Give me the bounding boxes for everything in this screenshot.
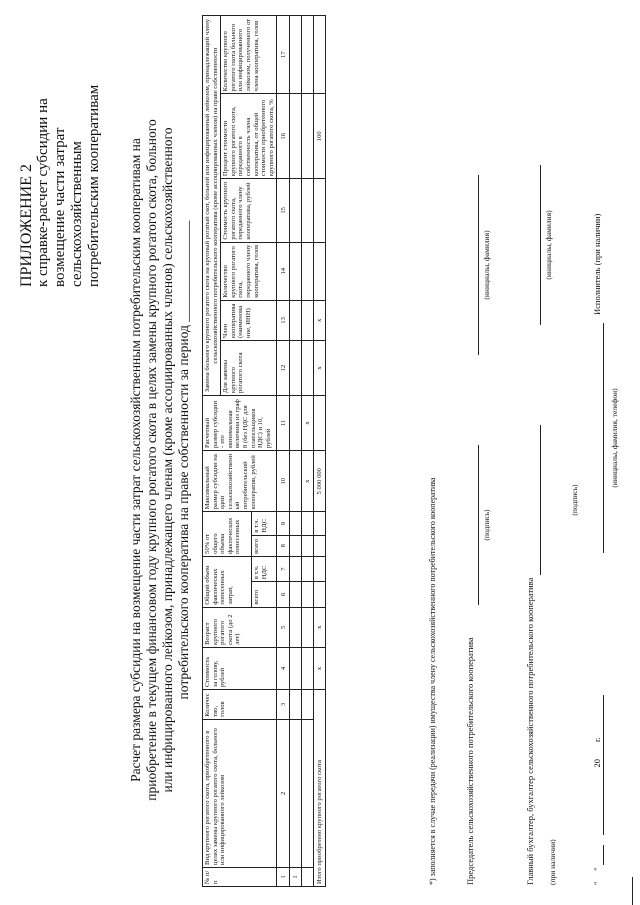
total-max-subsidy: 5 000 000 xyxy=(314,451,326,512)
date-line: " " 20 г. xyxy=(592,737,602,885)
col-number: 14 xyxy=(277,242,290,300)
calculation-table xyxy=(202,15,326,887)
header-max-subsidy: Максимальный размер субсидии на одни сельскохозяйственный потребительский кооператив, рублей xyxy=(203,451,277,512)
col-number: 17 xyxy=(277,16,290,94)
cell-x: x xyxy=(302,396,314,451)
cell-x: x xyxy=(302,451,314,512)
header-age: Возраст крупного рогатого скота (до 2 лет) xyxy=(203,607,277,647)
header-total-costs: Общий объем фактических понесенных затрат, xyxy=(203,556,252,607)
header-total-vat: в т.ч. НДС xyxy=(252,556,277,581)
header-num: № п/п xyxy=(203,867,277,886)
total-age: x xyxy=(314,607,326,647)
chair-name-line xyxy=(478,175,479,355)
header-half-all: всего xyxy=(252,535,277,556)
document-title: Расчет размера субсидии на возмещение части затрат сельскохозяйственным потребительским кооперативам на приобретение в текущем финансовом году крупного рогатого скота в целях замены крупного рогатого скота, больного или инфицированного лейкозом, принадлежащего членам (кроме ассоциированных членов) сельскохозяйственного потребительского кооператива на праве собственности за период _______________ xyxy=(128,119,191,801)
corner-mark xyxy=(632,877,633,905)
col-number: 15 xyxy=(277,179,290,242)
total-row xyxy=(314,16,326,887)
accountant-label: Главный бухгалтер, бухгалтер сельскохозяйственного потребительского кооператива xyxy=(525,577,535,885)
col-number: 5 xyxy=(277,607,290,647)
appendix-heading: ПРИЛОЖЕНИЕ 2 xyxy=(18,163,35,287)
col-number: 9 xyxy=(277,512,290,535)
col-number: 1 xyxy=(277,867,290,886)
accountant-name-line xyxy=(540,165,541,325)
total-price: x xyxy=(314,647,326,689)
appendix-block xyxy=(18,47,103,287)
col-number: 8 xyxy=(277,535,290,556)
chair-label: Председатель сельскохозяйственного потребительского кооператива xyxy=(465,637,475,885)
header-qty: Количество, голов xyxy=(203,690,277,720)
col-number: 13 xyxy=(277,300,290,340)
table-row xyxy=(302,16,314,887)
chair-name-caption: (инициалы, фамилия) xyxy=(482,230,491,300)
col-number: 10 xyxy=(277,451,290,512)
total-member: x xyxy=(314,300,326,340)
header-percent: Процент стоимости крупного рогатого скота, переданного в собственность члена кооператива, от общей стоимости приобретенного крупного рогатого скота, % xyxy=(221,94,277,179)
header-half-vat: в т.ч. НДС xyxy=(252,512,277,535)
col-number: 11 xyxy=(277,396,290,451)
header-received-qty: Количество крупного рогатого скота больного или инфицированного лейкозом, полученного от члена кооператива, голов xyxy=(221,16,277,94)
accountant-sign-line xyxy=(540,425,541,575)
col-number: 16 xyxy=(277,94,290,179)
header-member: Член кооператива (наименование, ИНН) xyxy=(221,300,277,340)
footnote: *) заполняется в случае передачи (реализации) имущества члену сельскохозяйственного потребительского кооператива xyxy=(428,477,437,885)
date-month-line xyxy=(603,695,604,835)
col-number: 7 xyxy=(277,556,290,581)
appendix-text: к справке-расчет субсидии на возмещение части затрат сельскохозяйственным потребительским кооперативам xyxy=(35,84,102,287)
accountant-if-any: (при наличии) xyxy=(548,839,557,885)
header-half-costs: 50% от общего объема фактических понесенных xyxy=(203,512,252,556)
total-label: Итого приобретено крупного рогатого скота xyxy=(314,690,326,887)
total-replacement: x xyxy=(314,340,326,395)
col-number: 4 xyxy=(277,647,290,689)
header-calc-subsidy: Расчетный размер субсидии - это минимальная величина из граф 8 (без НДС для плательщиков НДС) и 10, рублей xyxy=(203,396,277,451)
accountant-name-caption: (инициалы, фамилия) xyxy=(544,210,553,280)
table-row xyxy=(290,16,302,887)
col-number: 6 xyxy=(277,582,290,607)
total-percent: 100 xyxy=(314,94,326,179)
col-number: 2 xyxy=(277,719,290,867)
executor-label: Исполнитель (при наличии) xyxy=(592,213,602,315)
header-transferred-cost: Стоимость крупного рогатого скота, переданного члену кооператива, рублей xyxy=(221,179,277,242)
header-replacement-group: Замена больного крупного рогатого скота на крупный рогатый скот, больной или инфицированный лейкозом, принадлежащий члену сельскохозяйственного потребительского кооператива (кроме ассоциированных членов) на праве собственности xyxy=(203,16,221,396)
header-for-replacement: Для замены крупного рогатого скота xyxy=(221,340,277,395)
chair-sign-caption: (подпись) xyxy=(482,509,491,541)
accountant-sign-caption: (подпись) xyxy=(570,484,579,516)
date-day-line xyxy=(603,845,604,865)
header-total-all: всего xyxy=(252,582,277,607)
header-type: Вид крупного рогатого скота, приобретенного в целях замены крупного рогатого скота, больного или инфицированного лейкозом xyxy=(203,719,277,867)
header-price: Стоимость за голову, рублей xyxy=(203,647,277,689)
chair-sign-line xyxy=(478,445,479,605)
header-transferred-qty: Количество крупного рогатого скота, переданного члену кооператива, голов xyxy=(221,242,277,300)
col-number: 12 xyxy=(277,340,290,395)
executor-line xyxy=(603,323,604,553)
col-number: 3 xyxy=(277,690,290,720)
row-number: 1 xyxy=(290,867,302,886)
executor-caption: (инициалы, фамилия, телефон) xyxy=(610,388,619,488)
